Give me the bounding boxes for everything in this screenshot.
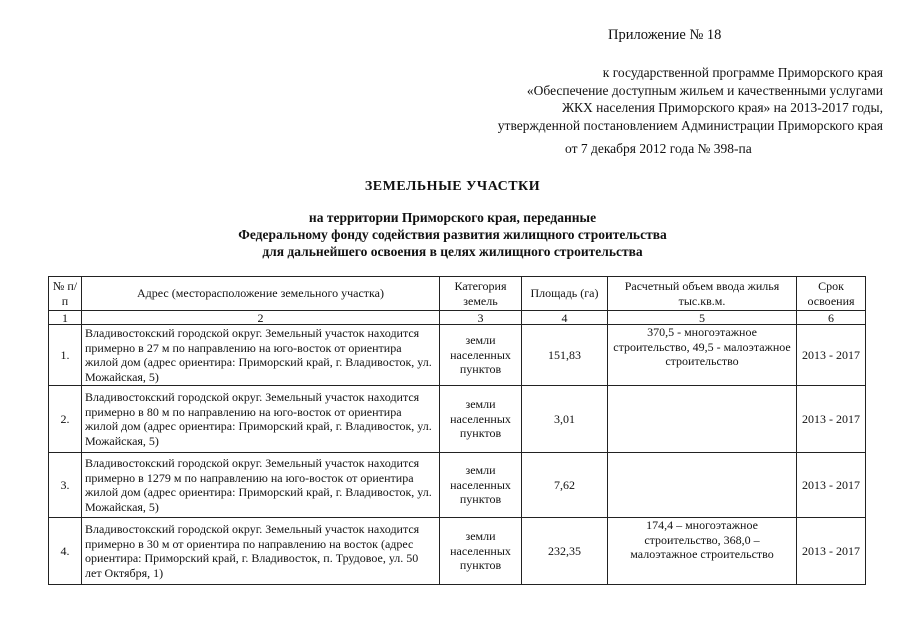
column-number: 4 <box>522 311 608 325</box>
column-header-term: Срок освоения <box>797 277 866 311</box>
row-number: 2. <box>49 386 82 453</box>
approval-line: ЖКХ населения Приморского края» на 2013-2017 годы, <box>561 100 883 115</box>
category-cell: земли населенных пунктов <box>440 453 522 518</box>
area-cell: 3,01 <box>522 386 608 453</box>
volume-cell: 370,5 - многоэтажное строительство, 49,5 - малоэтажное строительство <box>608 325 797 386</box>
table-header-row <box>49 277 866 311</box>
column-header-category: Категория земель <box>440 277 522 311</box>
appendix-number: Приложение № 18 <box>608 27 722 43</box>
document-title: ЗЕМЕЛЬНЫЕ УЧАСТКИ <box>364 179 541 194</box>
address-cell: Владивостокский городской округ. Земельный участок находится примерно в 80 м по направлению на юго-восток от ориентира жилой дом (адрес ориентира: Приморский край, г. Владивосток, ул. Можайская, 5) <box>82 386 440 453</box>
column-header-volume: Расчетный объем ввода жилья тыс.кв.м. <box>608 277 797 311</box>
approval-line: утвержденной постановлением Администрации Приморского края <box>497 117 883 133</box>
column-number: 2 <box>82 311 440 325</box>
column-number: 5 <box>608 311 797 325</box>
row-number: 4. <box>49 518 82 585</box>
area-cell: 232,35 <box>522 518 608 585</box>
address-cell: Владивостокский городской округ. Земельный участок находится примерно в 1279 м по направлению на юго-восток от ориентира жилой дом (адрес ориентира: Приморский край, г. Владивосток, ул. Можайская, 5) <box>82 453 440 518</box>
address-cell: Владивостокский городской округ. Земельный участок находится примерно в 27 м по направлению на юго-восток от ориентира жилой дом (адрес ориентира: Приморский край, г. Владивосток, ул. Можайская, 5) <box>82 325 440 386</box>
column-header-number: № п/п <box>49 277 82 311</box>
category-cell: земли населенных пунктов <box>440 325 522 386</box>
table-row <box>49 453 866 518</box>
category-cell: земли населенных пунктов <box>440 386 522 453</box>
approval-block <box>363 64 883 134</box>
table-row <box>49 325 866 386</box>
subtitle-line: на территории Приморского края, переданные <box>308 210 597 225</box>
approval-line: «Обеспечение доступным жильем и качественными услугами <box>526 82 883 98</box>
document-subtitle <box>0 209 905 260</box>
term-cell: 2013 - 2017 <box>797 386 866 453</box>
area-cell: 7,62 <box>522 453 608 518</box>
column-header-address: Адрес (месторасположение земельного участка) <box>82 277 440 311</box>
volume-cell: 174,4 – многоэтажное строительство, 368,0 – малоэтажное строительство <box>608 518 797 585</box>
row-number: 1. <box>49 325 82 386</box>
column-header-area: Площадь (га) <box>522 277 608 311</box>
approval-line: к государственной программе Приморского края <box>602 65 883 80</box>
term-cell: 2013 - 2017 <box>797 518 866 585</box>
address-cell: Владивостокский городской округ. Земельный участок находится примерно в 30 м от ориентира по направлению на восток (адрес ориентира: Приморский край, г. Владивосток, п. Трудовое, ул. 50 лет Октября, 1) <box>82 518 440 585</box>
subtitle-line: Федеральному фонду содействия развития жилищного строительства <box>238 227 667 242</box>
volume-cell <box>608 453 797 518</box>
column-number: 3 <box>440 311 522 325</box>
land-plots-table <box>48 276 866 585</box>
column-number: 6 <box>797 311 866 325</box>
area-cell: 151,83 <box>522 325 608 386</box>
term-cell: 2013 - 2017 <box>797 325 866 386</box>
decree-date: от 7 декабря 2012 года № 398-па <box>565 141 752 156</box>
term-cell: 2013 - 2017 <box>797 453 866 518</box>
row-number: 3. <box>49 453 82 518</box>
category-cell: земли населенных пунктов <box>440 518 522 585</box>
subtitle-line: для дальнейшего освоения в целях жилищного строительства <box>262 244 643 259</box>
volume-cell <box>608 386 797 453</box>
table-row <box>49 386 866 453</box>
table-row <box>49 518 866 585</box>
column-number-row <box>49 311 866 325</box>
column-number: 1 <box>49 311 82 325</box>
